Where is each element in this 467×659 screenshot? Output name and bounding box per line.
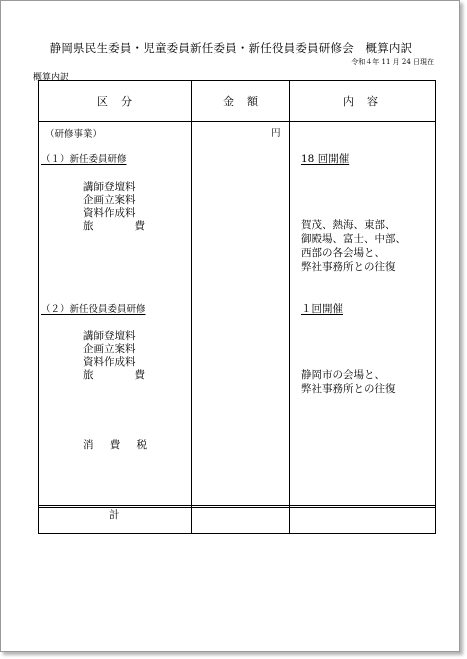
label-char: 消 bbox=[83, 439, 94, 451]
estimate-table bbox=[38, 80, 436, 534]
label-char: 旅 bbox=[83, 220, 94, 232]
table-caption: 概算内訳 bbox=[33, 73, 70, 83]
group1-note-line: 弊社事務所との往復 bbox=[301, 261, 396, 273]
group1-note-line: 賀茂、熱海、東部、 bbox=[301, 219, 396, 231]
group2-content: １回開催 bbox=[301, 303, 343, 315]
unit-label: 円 bbox=[271, 128, 281, 139]
group2-item: 企画立案料 bbox=[83, 343, 136, 355]
header-amount: 金 額 bbox=[223, 95, 259, 108]
group2-item: 講師登壇料 bbox=[83, 330, 136, 342]
header-content: 内 容 bbox=[343, 95, 379, 108]
document-title: 静岡県民生委員・児童委員新任委員・新任役員委員研修会 概算内訳 bbox=[49, 41, 413, 55]
label-char: 旅 bbox=[83, 369, 94, 381]
group1-title: （１）新任委員研修 bbox=[41, 154, 127, 165]
group2-note-line: 静岡市の会場と、 bbox=[301, 369, 385, 381]
tax-label bbox=[83, 437, 147, 452]
header-divider bbox=[39, 121, 435, 122]
header-category: 区 分 bbox=[97, 95, 133, 108]
label-char: 税 bbox=[136, 439, 147, 451]
group1-item: 資料作成料 bbox=[83, 207, 136, 219]
group1-item: 講師登壇料 bbox=[83, 181, 136, 193]
group1-item: 企画立案料 bbox=[83, 194, 136, 206]
section-label: （研修事業） bbox=[45, 129, 103, 140]
column-divider bbox=[289, 81, 290, 533]
group2-travel bbox=[83, 367, 145, 382]
total-divider bbox=[39, 505, 435, 508]
label-char: 費 bbox=[134, 220, 145, 232]
label-char: 費 bbox=[109, 439, 121, 451]
group1-content: 18 回開催 bbox=[301, 153, 350, 165]
column-divider bbox=[191, 81, 192, 533]
group2-item: 資料作成料 bbox=[83, 356, 136, 368]
label-char: 費 bbox=[134, 369, 145, 381]
group2-note-line: 弊社事務所との往復 bbox=[301, 383, 396, 395]
document-date: 令和４年 11 月 24 日現在 bbox=[351, 58, 434, 66]
group1-note-line: 西部の各会場と、 bbox=[301, 247, 385, 259]
group1-travel bbox=[83, 218, 145, 233]
group1-note-line: 御殿場、富士、中部、 bbox=[301, 233, 406, 245]
total-label: 計 bbox=[109, 509, 120, 521]
group2-title: （２）新任役員委員研修 bbox=[41, 304, 146, 315]
